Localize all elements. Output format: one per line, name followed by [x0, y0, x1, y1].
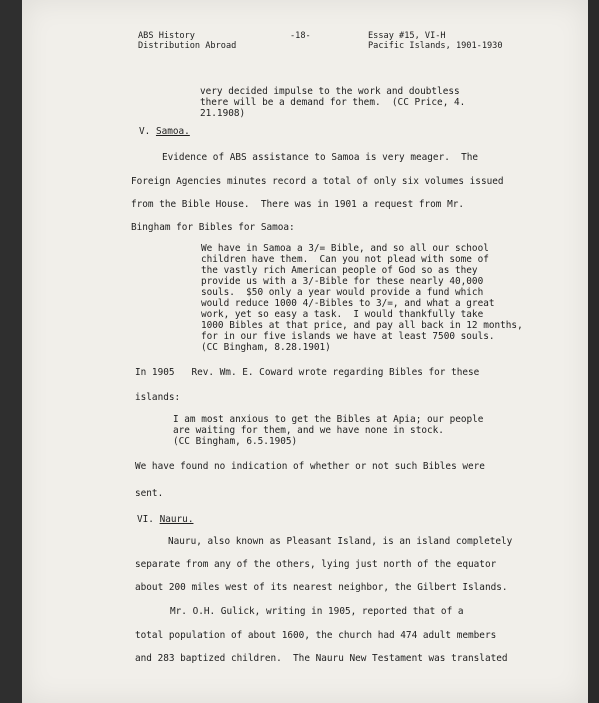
header-left-line2: Distribution Abroad	[138, 41, 237, 51]
section-vi-heading	[137, 514, 193, 525]
coward-para-line: In 1905 Rev. Wm. E. Coward wrote regarding Bibles for these	[135, 367, 480, 378]
gulick-para-line: and 283 baptized children. The Nauru New Testament was translated	[135, 653, 508, 664]
section-vi-number: VI.	[137, 514, 154, 525]
section-v-number: V.	[139, 126, 151, 137]
samoa-quote-line: souls. $50 only a year would provide a fund which	[201, 287, 484, 298]
gulick-para-line: total population of about 1600, the church had 474 adult members	[135, 630, 497, 641]
samoa-quote-line: We have in Samoa a 3/= Bible, and so all our school	[201, 243, 489, 254]
samoa-para-line: Foreign Agencies minutes record a total of only six volumes issued	[131, 176, 504, 187]
no-indication-line: sent.	[135, 488, 164, 499]
intro-quote-line: very decided impulse to the work and doubtless	[200, 86, 460, 97]
scan-left-edge	[0, 0, 22, 703]
section-v-title: Samoa.	[155, 126, 190, 137]
nauru-para-line: Nauru, also known as Pleasant Island, is an island completely	[168, 536, 513, 547]
samoa-para-line: from the Bible House. There was in 1901 a request from Mr.	[131, 199, 465, 210]
samoa-quote-line: provide us with a 3/-Bible for these nearly 40,000	[201, 276, 484, 287]
samoa-quote-line: (CC Bingham, 8.28.1901)	[201, 342, 331, 353]
header-right-line1: Essay #15, VI-H	[368, 31, 446, 41]
section-vi-title: Nauru.	[159, 514, 194, 525]
no-indication-line: We have found no indication of whether or not such Bibles were	[135, 461, 485, 472]
samoa-quote-line: work, yet so easy a task. I would thankfully take	[201, 309, 484, 320]
header-left-line1: ABS History	[138, 31, 195, 41]
header-right-line2: Pacific Islands, 1901-1930	[368, 41, 503, 51]
typewritten-page	[22, 0, 588, 703]
scan-right-edge	[588, 0, 599, 703]
coward-quote-line: are waiting for them, and we have none in stock.	[173, 425, 444, 436]
gulick-para-line: Mr. O.H. Gulick, writing in 1905, reported that of a	[170, 606, 464, 617]
nauru-para-line: about 200 miles west of its nearest neighbor, the Gilbert Islands.	[135, 582, 508, 593]
samoa-para-line: Evidence of ABS assistance to Samoa is very meager. The	[162, 152, 479, 163]
coward-quote-line: (CC Bingham, 6.5.1905)	[173, 436, 298, 447]
samoa-quote-line: children have them. Can you not plead with some of	[201, 254, 489, 265]
samoa-quote-line: the vastly rich American people of God so as they	[201, 265, 478, 276]
page-number: -18-	[290, 31, 311, 41]
coward-quote-line: I am most anxious to get the Bibles at Apia; our people	[173, 414, 484, 425]
intro-quote-line: there will be a demand for them. (CC Price, 4.	[200, 97, 466, 108]
intro-quote-line: 21.1908)	[200, 108, 246, 119]
samoa-quote-line: would reduce 1000 4/-Bibles to 3/=, and what a great	[201, 298, 495, 309]
nauru-para-line: separate from any of the others, lying just north of the equator	[135, 559, 497, 570]
coward-para-line: islands:	[135, 392, 181, 403]
samoa-quote-line: 1000 Bibles at that price, and pay all back in 12 months,	[201, 320, 523, 331]
section-v-heading	[139, 126, 190, 137]
samoa-para-line: Bingham for Bibles for Samoa:	[131, 222, 295, 233]
samoa-quote-line: for in our five islands we have at least 7500 souls.	[201, 331, 495, 342]
